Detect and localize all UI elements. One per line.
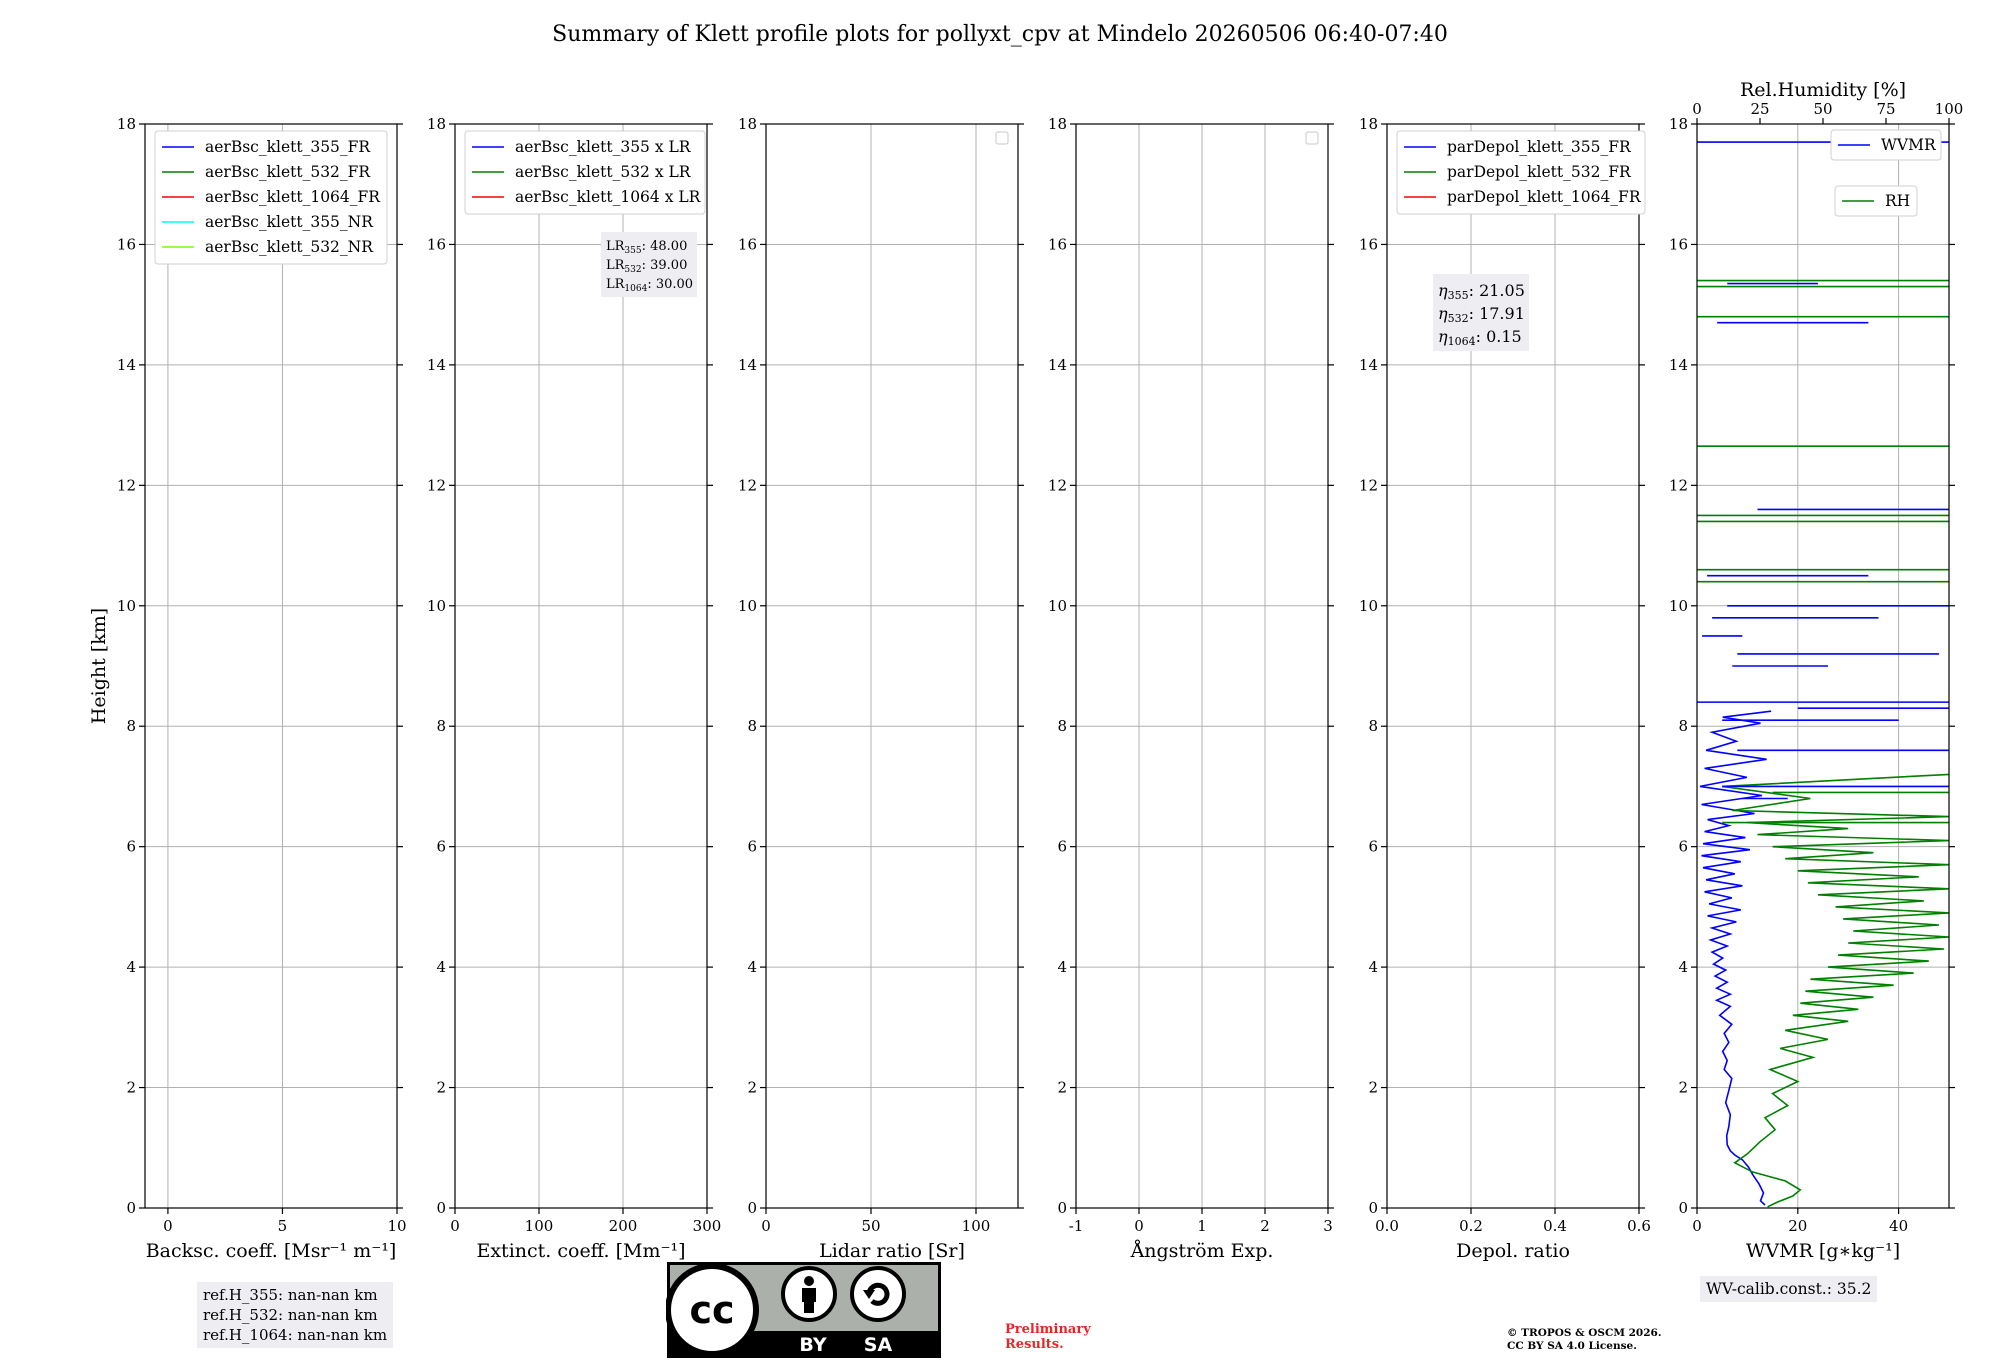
x-tick-label: 50 bbox=[861, 1217, 881, 1235]
y-tick-label: 18 bbox=[1668, 115, 1688, 133]
y-tick-label: 2 bbox=[1368, 1078, 1378, 1097]
y-tick-label: 12 bbox=[1047, 476, 1067, 495]
x-tick-label: 0 bbox=[163, 1217, 173, 1235]
y-tick-label: 6 bbox=[747, 837, 757, 856]
y-tick-label: 0 bbox=[1368, 1199, 1378, 1217]
y-tick-label: 12 bbox=[426, 476, 446, 495]
x2-tick-label: 50 bbox=[1813, 100, 1833, 118]
by-icon-head bbox=[804, 1276, 814, 1286]
legend-label: parDepol_klett_1064_FR bbox=[1447, 188, 1641, 206]
y-tick-label: 0 bbox=[126, 1199, 136, 1217]
x-tick-label: 10 bbox=[387, 1217, 407, 1235]
legend-label-rh: RH bbox=[1885, 192, 1911, 210]
y-tick-label: 2 bbox=[1678, 1078, 1688, 1097]
wv-calib-text: WV-calib.const.: 35.2 bbox=[1706, 1280, 1872, 1298]
y-tick-label: 2 bbox=[436, 1078, 446, 1097]
x-axis-label: Ångström Exp. bbox=[1130, 1240, 1274, 1262]
y-tick-label: 12 bbox=[737, 476, 757, 495]
cc-letters: cc bbox=[689, 1288, 735, 1332]
y-tick-label: 2 bbox=[126, 1078, 136, 1097]
copyright-note bbox=[1507, 1327, 1662, 1353]
y-tick-label: 14 bbox=[426, 355, 446, 374]
copyright-line-1: © TROPOS & OSCM 2026. bbox=[1507, 1327, 1662, 1339]
y-tick-label: 10 bbox=[1047, 596, 1067, 615]
y-tick-label: 4 bbox=[1057, 958, 1067, 977]
x-axis-label: WVMR [g∗kg⁻¹] bbox=[1745, 1240, 1901, 1262]
legend-label: aerBsc_klett_355_FR bbox=[205, 138, 371, 156]
sa-label: SA bbox=[863, 1334, 893, 1356]
legend-label: aerBsc_klett_532_FR bbox=[205, 163, 371, 181]
x-axis-label: Lidar ratio [Sr] bbox=[819, 1240, 965, 1262]
series-line-rh bbox=[1722, 774, 1949, 1206]
refh-532: ref.H_532: nan-nan km bbox=[203, 1306, 378, 1324]
y-tick-label: 6 bbox=[436, 837, 446, 856]
y-tick-label: 12 bbox=[1358, 476, 1378, 495]
y-tick-label: 4 bbox=[1368, 958, 1378, 977]
y-tick-label: 16 bbox=[1668, 235, 1688, 254]
y-tick-label: 2 bbox=[1057, 1078, 1067, 1097]
x-tick-label: 0.4 bbox=[1543, 1217, 1567, 1235]
x-tick-label: 200 bbox=[608, 1217, 638, 1235]
y-tick-label: 18 bbox=[116, 115, 136, 133]
panel-5 bbox=[1359, 115, 1651, 1262]
axes-frame bbox=[145, 124, 397, 1208]
legend-label: aerBsc_klett_532_NR bbox=[205, 238, 373, 256]
legend-label: aerBsc_klett_1064 x LR bbox=[515, 188, 701, 206]
annotation-line: $LR_{355}$: 48.00 bbox=[606, 239, 688, 256]
x2-tick-label: 0 bbox=[1692, 100, 1702, 118]
y-tick-label: 14 bbox=[1358, 355, 1378, 374]
legend-label: parDepol_klett_355_FR bbox=[1447, 138, 1631, 156]
refh-355: ref.H_355: nan-nan km bbox=[203, 1286, 378, 1304]
x-axis-label: Backsc. coeff. [Msr⁻¹ m⁻¹] bbox=[145, 1240, 397, 1262]
y-tick-label: 6 bbox=[1678, 837, 1688, 856]
y-tick-label: 16 bbox=[426, 235, 446, 254]
legend-label: aerBsc_klett_355_NR bbox=[205, 213, 373, 231]
y-tick-label: 18 bbox=[737, 115, 757, 133]
panel-1 bbox=[88, 115, 407, 1262]
y-tick-label: 10 bbox=[737, 596, 757, 615]
reference-height-box bbox=[197, 1282, 393, 1348]
x-tick-label: 0.2 bbox=[1459, 1217, 1483, 1235]
y-tick-label: 16 bbox=[1358, 235, 1378, 254]
empty-legend-box bbox=[996, 132, 1008, 144]
x-axis-label: Depol. ratio bbox=[1456, 1240, 1570, 1262]
y-tick-label: 8 bbox=[126, 717, 136, 736]
y-tick-label: 10 bbox=[1358, 596, 1378, 615]
panel-2 bbox=[427, 115, 721, 1262]
y-tick-label: 10 bbox=[1668, 596, 1688, 615]
y-tick-label: 2 bbox=[747, 1078, 757, 1097]
annotation-line: η532: 17.91 bbox=[1438, 304, 1525, 325]
y-tick-label: 4 bbox=[436, 958, 446, 977]
refh-1064: ref.H_1064: nan-nan km bbox=[203, 1326, 388, 1344]
y-tick-label: 14 bbox=[737, 355, 757, 374]
panel-4 bbox=[1048, 115, 1334, 1262]
y-tick-label: 14 bbox=[116, 355, 136, 374]
x-tick-label: -1 bbox=[1068, 1217, 1084, 1235]
y-tick-label: 16 bbox=[116, 235, 136, 254]
preliminary-line-1: Preliminary bbox=[1005, 1322, 1091, 1337]
y-tick-label: 18 bbox=[1047, 115, 1067, 133]
cc-by-sa-logo bbox=[666, 1261, 942, 1359]
by-icon-body bbox=[802, 1288, 816, 1302]
y-tick-label: 8 bbox=[1368, 717, 1378, 736]
legend-label-wvmr: WVMR bbox=[1881, 136, 1936, 154]
y-tick-label: 4 bbox=[1678, 958, 1688, 977]
y-tick-label: 8 bbox=[1057, 717, 1067, 736]
x-axis-label: Extinct. coeff. [Mm⁻¹] bbox=[476, 1240, 686, 1262]
x-tick-label: 0 bbox=[1692, 1217, 1702, 1235]
y-tick-label: 18 bbox=[426, 115, 446, 133]
x-tick-label: 0 bbox=[1134, 1217, 1144, 1235]
panel-3 bbox=[738, 115, 1024, 1262]
y-tick-label: 8 bbox=[747, 717, 757, 736]
y-tick-label: 6 bbox=[1368, 837, 1378, 856]
x-tick-label: 0 bbox=[761, 1217, 771, 1235]
y-tick-label: 12 bbox=[1668, 476, 1688, 495]
annotation-line: η1064: 0.15 bbox=[1438, 327, 1522, 348]
annotation-line: $LR_{1064}$: 30.00 bbox=[606, 277, 694, 294]
y-tick-label: 8 bbox=[436, 717, 446, 736]
y-tick-label: 16 bbox=[737, 235, 757, 254]
by-label: BY bbox=[799, 1334, 827, 1356]
legend-label: aerBsc_klett_355 x LR bbox=[515, 138, 691, 156]
preliminary-line-2: Results. bbox=[1005, 1337, 1064, 1352]
y-tick-label: 10 bbox=[116, 596, 136, 615]
x-tick-label: 0 bbox=[450, 1217, 460, 1235]
y-tick-label: 0 bbox=[1678, 1199, 1688, 1217]
x-tick-label: 100 bbox=[524, 1217, 554, 1235]
x2-axis-label: Rel.Humidity [%] bbox=[1739, 79, 1907, 101]
y-tick-label: 18 bbox=[1358, 115, 1378, 133]
x2-tick-label: 100 bbox=[1934, 100, 1964, 118]
y-tick-label: 10 bbox=[426, 596, 446, 615]
y-tick-label: 16 bbox=[1047, 235, 1067, 254]
y-tick-label: 6 bbox=[1057, 837, 1067, 856]
y-tick-label: 0 bbox=[747, 1199, 757, 1217]
x-tick-label: 0.6 bbox=[1627, 1217, 1651, 1235]
y-tick-label: 4 bbox=[747, 958, 757, 977]
legend-label: aerBsc_klett_1064_FR bbox=[205, 188, 380, 206]
y-axis-label: Height [km] bbox=[88, 607, 110, 725]
wv-calib-box bbox=[1700, 1276, 1877, 1302]
y-tick-label: 0 bbox=[1057, 1199, 1067, 1217]
axes-frame bbox=[766, 124, 1018, 1208]
preliminary-note bbox=[1005, 1322, 1091, 1352]
y-tick-label: 12 bbox=[116, 476, 136, 495]
panel-6 bbox=[1669, 79, 1963, 1262]
x-tick-label: 0.0 bbox=[1375, 1217, 1399, 1235]
annotation-line: $LR_{532}$: 39.00 bbox=[606, 258, 688, 275]
copyright-line-2: CC BY SA 4.0 License. bbox=[1507, 1340, 1637, 1352]
y-tick-label: 0 bbox=[436, 1199, 446, 1217]
x-tick-label: 2 bbox=[1260, 1217, 1270, 1235]
y-tick-label: 4 bbox=[126, 958, 136, 977]
empty-legend-box bbox=[1306, 132, 1318, 144]
annotation-line: η355: 21.05 bbox=[1438, 281, 1525, 302]
legend-label: aerBsc_klett_532 x LR bbox=[515, 163, 691, 181]
legend-label: parDepol_klett_532_FR bbox=[1447, 163, 1631, 181]
x-tick-label: 3 bbox=[1323, 1217, 1333, 1235]
x-tick-label: 1 bbox=[1197, 1217, 1207, 1235]
x2-tick-label: 75 bbox=[1876, 100, 1896, 118]
y-tick-label: 8 bbox=[1678, 717, 1688, 736]
figure-title: Summary of Klett profile plots for pollyxt_cpv at Mindelo 20260506 06:40-07:40 bbox=[552, 22, 1448, 47]
x-tick-label: 20 bbox=[1788, 1217, 1808, 1235]
x-tick-label: 300 bbox=[692, 1217, 722, 1235]
x-tick-label: 5 bbox=[277, 1217, 288, 1235]
y-tick-label: 6 bbox=[126, 837, 136, 856]
x2-tick-label: 25 bbox=[1750, 100, 1770, 118]
x-tick-label: 100 bbox=[961, 1217, 991, 1235]
sa-icon bbox=[852, 1268, 904, 1320]
x-tick-label: 40 bbox=[1889, 1217, 1909, 1235]
y-tick-label: 14 bbox=[1047, 355, 1067, 374]
y-tick-label: 14 bbox=[1668, 355, 1688, 374]
by-icon-legs bbox=[804, 1301, 814, 1313]
